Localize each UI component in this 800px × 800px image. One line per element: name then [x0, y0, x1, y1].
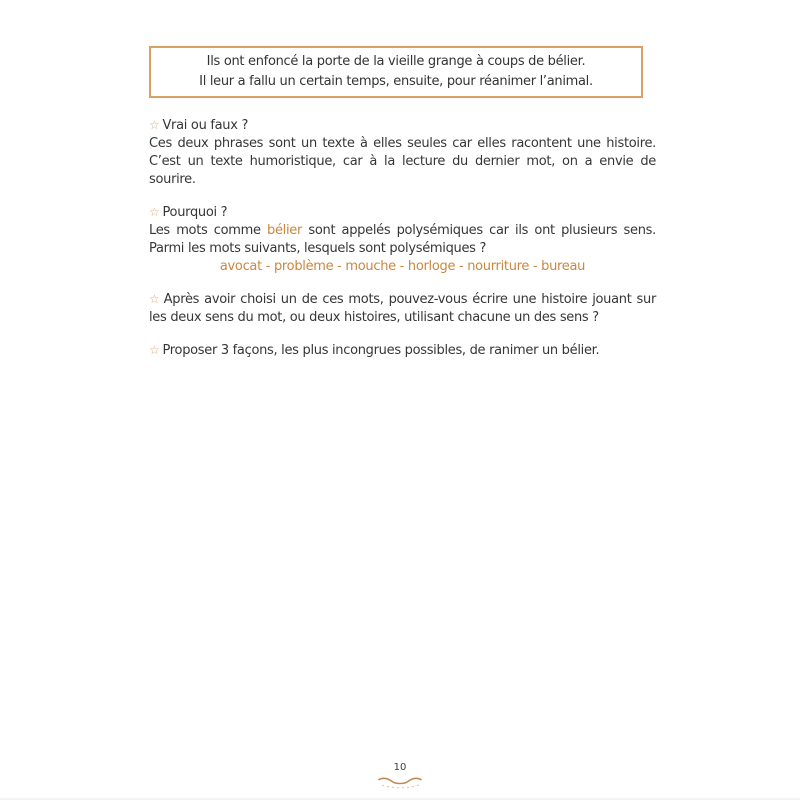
page-content	[149, 46, 656, 374]
section-body	[149, 341, 656, 360]
section-vrai-ou-faux	[149, 116, 656, 189]
section-apres-avoir-choisi	[149, 290, 656, 327]
polysemic-word-list: avocat - problème - mouche - horloge - nourriture - bureau	[219, 259, 586, 274]
section-body	[149, 222, 656, 258]
section-pourquoi	[149, 203, 656, 276]
body-text: Après avoir choisi un de ces mots, pouvez-vous écrire une histoire jouant sur les deux sens du mot, ou deux histoires, utilisant chacune un des sens ?	[149, 292, 656, 325]
section-title-line	[149, 203, 656, 222]
section-title: Pourquoi ?	[162, 205, 228, 220]
section-body	[149, 290, 656, 327]
star-bullet-icon: ☆	[149, 205, 160, 219]
page-number: 10	[393, 762, 407, 773]
highlighted-word: bélier	[267, 223, 303, 238]
section-title: Vrai ou faux ?	[162, 118, 249, 133]
section-proposer	[149, 341, 656, 360]
star-bullet-icon: ☆	[149, 118, 160, 132]
star-bullet-icon: ☆	[149, 292, 161, 306]
page-footer	[0, 762, 800, 789]
footer-swoosh-icon	[377, 775, 423, 789]
body-text-before: Les mots comme	[149, 223, 268, 238]
section-title-line	[149, 116, 656, 135]
body-text: Proposer 3 façons, les plus incongrues possibles, de ranimer un bélier.	[162, 343, 600, 358]
quote-box	[149, 46, 643, 98]
body-text-after: sont appelés polysémiques car ils ont plusieurs sens. Parmi les mots suivants, lesquels sont polysémiques ?	[149, 223, 656, 256]
section-body: Ces deux phrases sont un texte à elles seules car elles racontent une histoire. C’est un texte humoristique, car à la lecture du dernier mot, on a envie de sourire.	[149, 136, 656, 187]
quote-line-2: Il leur a fallu un certain temps, ensuite, pour réanimer l’animal.	[199, 74, 593, 89]
star-bullet-icon: ☆	[149, 343, 160, 357]
quote-line-1: Ils ont enfoncé la porte de la vieille grange à coups de bélier.	[206, 54, 586, 69]
